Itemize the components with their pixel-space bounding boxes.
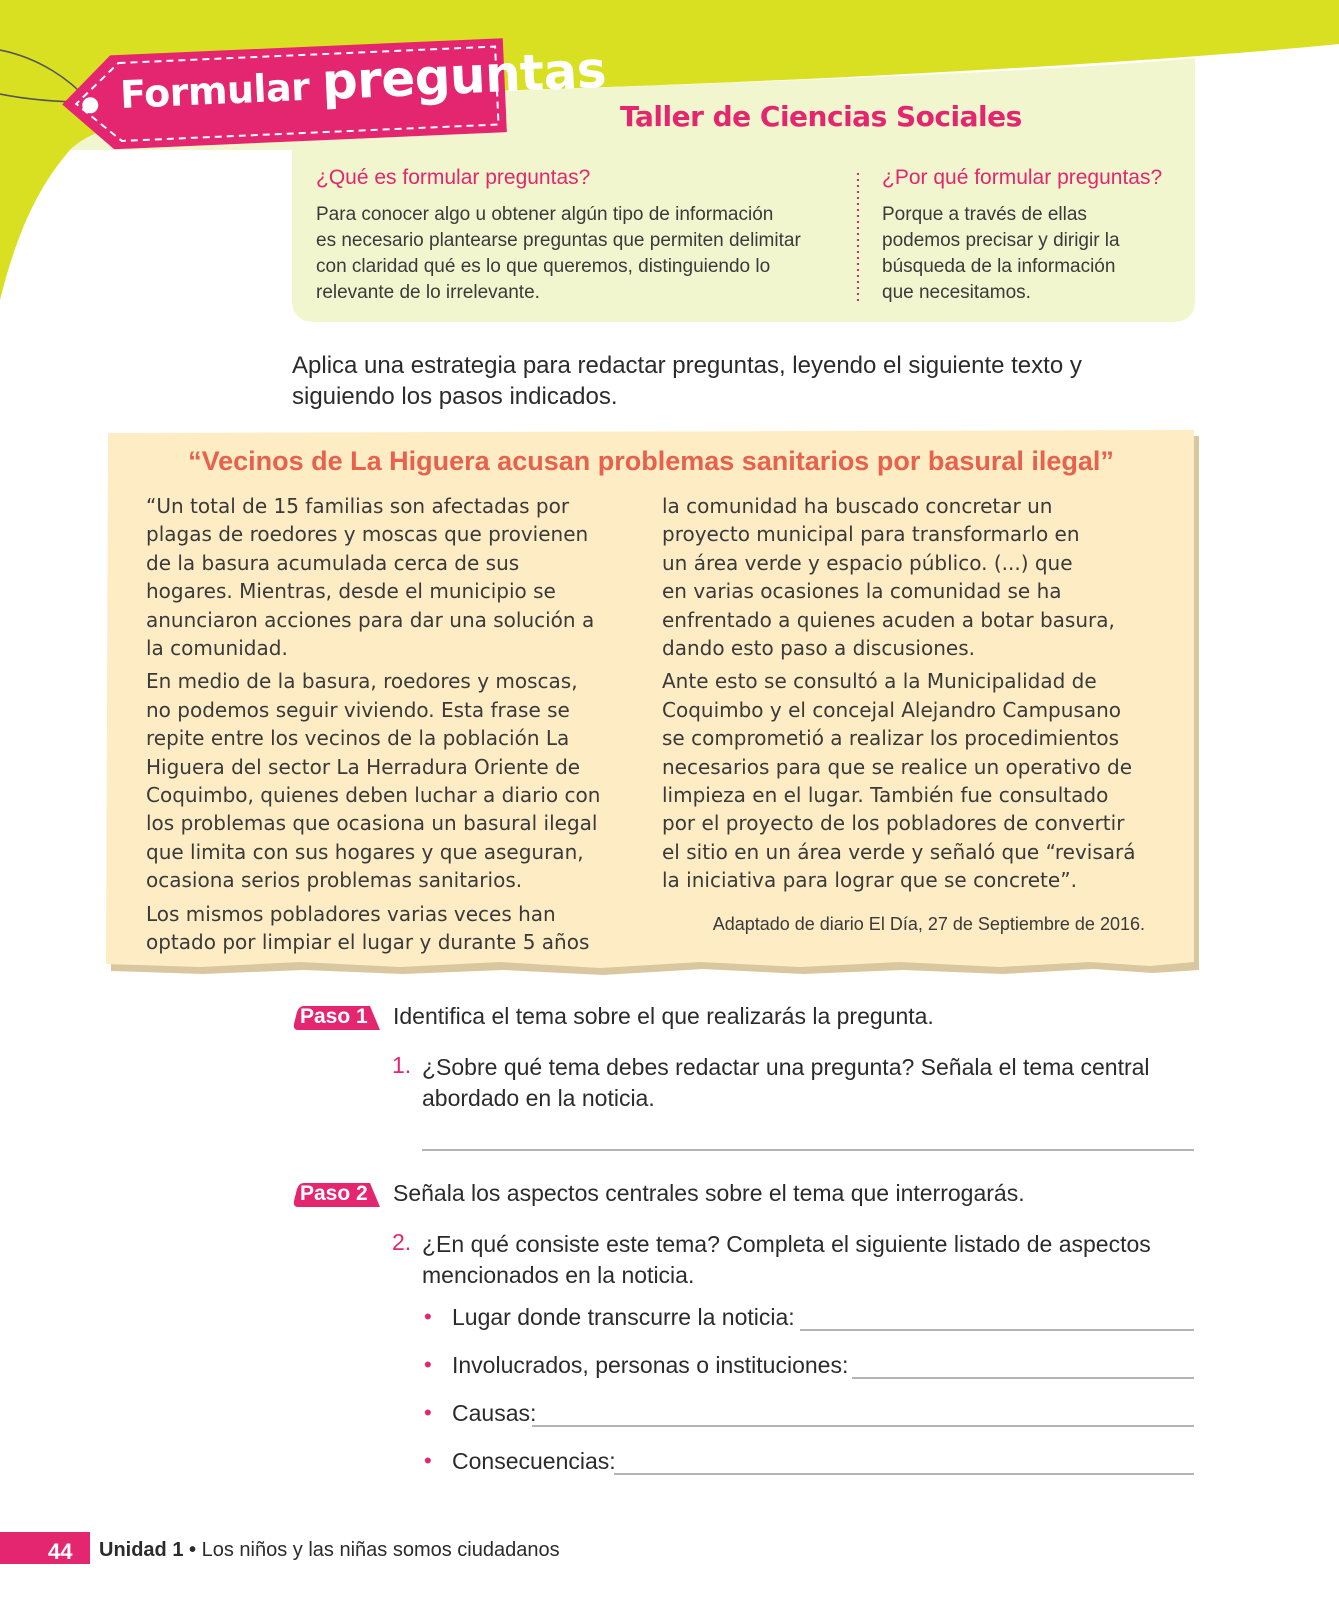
question-1-answer-field[interactable] bbox=[422, 1126, 1194, 1150]
news-line: en varias ocasiones la comunidad se ha bbox=[662, 579, 1062, 604]
bullet-causas: Causas: bbox=[452, 1400, 537, 1426]
news-title: “Vecinos de La Higuera acusan problemas sanitarios por basural ilegal” bbox=[188, 446, 1114, 476]
question-2-number: 2. bbox=[392, 1229, 412, 1255]
news-line: optado por limpiar el lugar y durante 5 años bbox=[146, 930, 590, 955]
footer-unit bbox=[99, 1539, 560, 1562]
news-line: proyecto municipal para transformarlo en bbox=[662, 522, 1080, 547]
news-line: por el proyecto de los pobladores de convertir bbox=[662, 811, 1125, 836]
news-line: Coquimbo y el concejal Alejandro Campusano bbox=[662, 697, 1122, 722]
question-1-line: abordado en la noticia. bbox=[422, 1085, 655, 1111]
page-number: 44 bbox=[48, 1539, 73, 1564]
news-paragraph bbox=[662, 492, 1136, 662]
bullet-involucrados: Involucrados, personas o instituciones: bbox=[452, 1352, 849, 1378]
news-line: que limita con sus hogares y que aseguran, bbox=[146, 839, 584, 864]
bullet-lugar: Lugar donde transcurre la noticia: bbox=[452, 1304, 795, 1330]
news-line: no podemos seguir viviendo. Esta frase se bbox=[146, 697, 570, 722]
news-line: En medio de la basura, roedores y moscas, bbox=[146, 669, 578, 694]
news-line: enfrentado a quienes acuden a botar basura, bbox=[662, 607, 1115, 632]
footer-page-box bbox=[0, 1532, 90, 1564]
news-right-column bbox=[662, 492, 1136, 900]
bullet-consecuencias: Consecuencias: bbox=[452, 1448, 616, 1474]
paso1-label: Paso 1 bbox=[300, 1005, 368, 1028]
news-line: Higuera del sector La Herradura Oriente de bbox=[146, 754, 581, 779]
tag-word-2: preguntas bbox=[320, 40, 608, 112]
news-line: se comprometió a realizar los procedimientos bbox=[662, 726, 1120, 751]
intro-line: Aplica una estrategia para redactar preguntas, leyendo el siguiente texto y bbox=[292, 352, 1082, 379]
info-right-heading: ¿Por qué formular preguntas? bbox=[882, 166, 1163, 189]
news-line: repite entre los vecinos de la población La bbox=[146, 726, 570, 751]
info-left-line: Para conocer algo u obtener algún tipo de información bbox=[316, 204, 774, 225]
paso1-text: Identifica el tema sobre el que realizarás la pregunta. bbox=[393, 1003, 934, 1029]
taller-title: Taller de Ciencias Sociales bbox=[620, 100, 1022, 133]
info-right-text bbox=[882, 202, 1120, 306]
news-line: Ante esto se consultó a la Municipalidad de bbox=[662, 669, 1097, 694]
question-1-line: ¿Sobre qué tema debes redactar una pregunta? Señala el tema central bbox=[422, 1054, 1150, 1080]
news-left-column bbox=[146, 492, 600, 962]
paso2-label: Paso 2 bbox=[300, 1182, 368, 1205]
bullet-dot: • bbox=[424, 1352, 432, 1377]
news-line: la comunidad. bbox=[146, 636, 288, 661]
footer-unit-label: Unidad 1 bbox=[99, 1539, 184, 1561]
news-paragraph bbox=[146, 900, 600, 957]
news-line: anunciaron acciones para dar una solución a bbox=[146, 607, 595, 632]
answer-field-lugar[interactable] bbox=[800, 1306, 1194, 1330]
info-left-line: es necesario plantearse preguntas que permiten delimitar bbox=[316, 230, 801, 251]
info-right-line: que necesitamos. bbox=[882, 282, 1031, 303]
news-line: la comunidad ha buscado concretar un bbox=[662, 494, 1053, 518]
info-left-line: con claridad qué es lo que queremos, distinguiendo lo bbox=[316, 256, 771, 277]
info-right-line: Porque a través de ellas bbox=[882, 204, 1087, 225]
intro-line: siguiendo los pasos indicados. bbox=[292, 383, 618, 410]
question-2-line: mencionados en la noticia. bbox=[422, 1262, 695, 1288]
question-2-text bbox=[422, 1229, 1182, 1291]
news-source: Adaptado de diario El Día, 27 de Septiembre de 2016. bbox=[712, 914, 1145, 934]
news-line: Los mismos pobladores varias veces han bbox=[146, 901, 556, 926]
news-line: “Un total de 15 familias son afectadas por bbox=[146, 494, 570, 518]
news-paragraph bbox=[662, 667, 1136, 894]
news-line: hogares. Mientras, desde el municipio se bbox=[146, 579, 556, 604]
news-line: dando esto paso a discusiones. bbox=[662, 636, 975, 661]
news-line: de la basura acumulada cerca de sus bbox=[146, 550, 520, 575]
bullet-dot: • bbox=[424, 1448, 432, 1473]
question-1-number: 1. bbox=[392, 1052, 412, 1078]
news-line: ocasiona serios problemas sanitarios. bbox=[146, 868, 523, 893]
info-right-line: búsqueda de la información bbox=[882, 256, 1116, 277]
footer-separator: • bbox=[189, 1539, 197, 1561]
footer-subtitle: Los niños y las niñas somos ciudadanos bbox=[201, 1539, 560, 1561]
news-paragraph bbox=[146, 492, 600, 662]
info-right-line: podemos precisar y dirigir la bbox=[882, 230, 1120, 251]
news-line: necesarios para que se realice un operativo de bbox=[662, 754, 1133, 779]
news-paragraph bbox=[146, 667, 600, 894]
question-2-line: ¿En qué consiste este tema? Completa el siguiente listado de aspectos bbox=[422, 1231, 1151, 1257]
news-line: un área verde y espacio público. (...) que bbox=[662, 550, 1073, 575]
tag-word-1: Formular bbox=[119, 64, 311, 117]
answer-field-causas[interactable] bbox=[532, 1402, 1194, 1426]
news-line: los problemas que ocasiona un basural ilegal bbox=[146, 811, 598, 836]
news-line: el sitio en un área verde y señaló que “revisará bbox=[662, 839, 1136, 864]
info-left-line: relevante de lo irrelevante. bbox=[316, 282, 540, 303]
answer-field-consecuencias[interactable] bbox=[614, 1450, 1194, 1474]
bullet-dot: • bbox=[424, 1400, 432, 1425]
question-1-text bbox=[422, 1052, 1182, 1114]
info-left-heading: ¿Qué es formular preguntas? bbox=[316, 166, 591, 189]
news-line: limpieza en el lugar. También fue consultado bbox=[662, 783, 1109, 808]
paso2-text: Señala los aspectos centrales sobre el tema que interrogarás. bbox=[393, 1180, 1025, 1206]
info-left-text bbox=[316, 202, 801, 306]
answer-field-involucrados[interactable] bbox=[852, 1354, 1194, 1378]
news-line: Coquimbo, quienes deben luchar a diario con bbox=[146, 783, 601, 808]
news-line: la iniciativa para lograr que se concrete”. bbox=[662, 868, 1077, 893]
bullet-dot: • bbox=[424, 1304, 432, 1329]
news-line: plagas de roedores y moscas que provienen bbox=[146, 522, 589, 547]
intro-instructions bbox=[292, 350, 1152, 412]
